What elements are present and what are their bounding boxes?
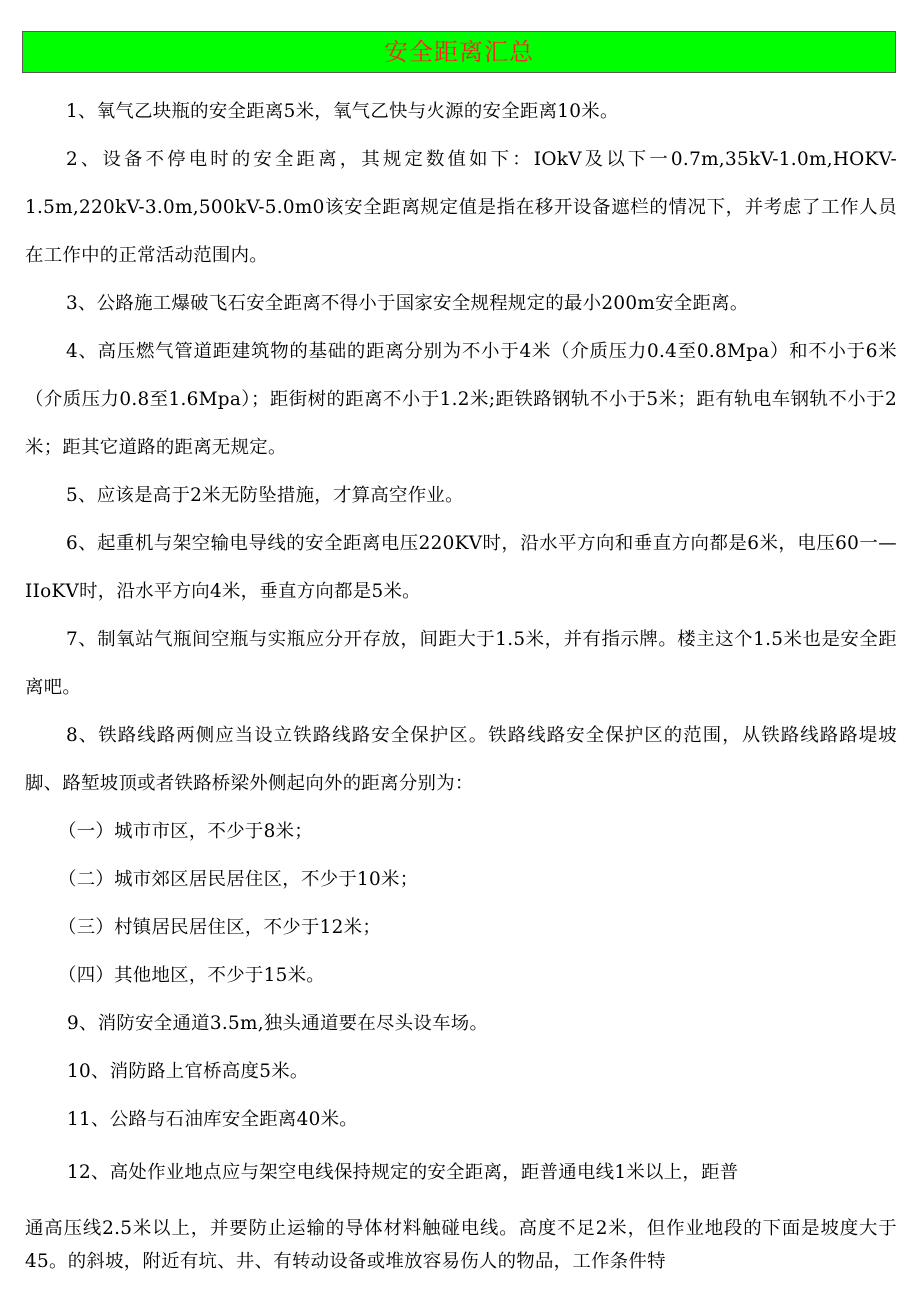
document-body [25,88,897,1278]
list-item: （一）城市市区，不少于8米； [58,821,313,842]
paragraph-12-first-line: 12、高处作业地点应与架空电线保持规定的安全距离，距普通电线1米以上，距普 [67,1162,739,1183]
paragraph-8: 8、铁路线路两侧应当设立铁路线路安全保护区。铁路线路安全保护区的范围，从铁路线路路堤坡脚、路堑坡顶或者铁路桥梁外侧起向外的距离分别为： [25,725,897,794]
paragraph-10: 10、消防路上官桥高度5米。 [67,1061,309,1082]
paragraph-6: 6、起重机与架空输电导线的安全距离电压220KV时，沿水平方向和垂直方向都是6米，电压60一—IIoKV时，沿水平方向4米，垂直方向都是5米。 [25,533,897,602]
paragraph-7: 7、制氧站气瓶间空瓶与实瓶应分开存放，间距大于1.5米，并有指示牌。楼主这个1.5米也是安全距离吧。 [25,629,897,698]
paragraph-2: 2、设备不停电时的安全距离，其规定数值如下：IOkV及以下一0.7m,35kV-1.0m,HOKV-1.5m,220kV-3.0m,500kV-5.0m0该安全距离规定值是指在移开设备遮栏的情况下，并考虑了工作人员在工作中的正常活动范围内。 [25,149,897,266]
paragraph-5: 5、应该是高于2米无防坠措施，才算高空作业。 [66,485,464,506]
paragraph-11: 11、公路与石油库安全距离40米。 [67,1109,358,1130]
list-item: （三）村镇居民居住区，不少于12米； [58,917,382,938]
paragraph-9: 9、消防安全通道3.5m,独头通道要在尽头设车场。 [67,1013,489,1034]
paragraph-3: 3、公路施工爆破飞石安全距离不得小于国家安全规程规定的最小200m安全距离。 [66,293,749,314]
paragraph-12-continued: 通高压线2.5米以上，并要防止运输的导体材料触碰电线。高度不足2米，但作业地段的下面是坡度大于45。的斜坡，附近有坑、井、有转动设备或堆放容易伤人的物品，工作条件特 [25,1218,897,1272]
list-item: （二）城市郊区居民居住区，不少于10米； [58,869,419,890]
paragraph-1: 1、氧气乙块瓶的安全距离5米，氧气乙快与火源的安全距离10米。 [66,101,619,122]
paragraph-4: 4、高压燃气管道距建筑物的基础的距离分别为不小于4米（介质压力0.4至0.8Mpa）和不小于6米（介质压力0.8至1.6Mpa）；距街树的距离不小于1.2米;距铁路钢轨不小于5米；距有轨电车钢轨不小于2米；距其它道路的距离无规定。 [25,341,897,458]
page-title: 安全距离汇总 [384,38,534,66]
list-item: （四）其他地区，不少于15米。 [58,965,325,986]
page-title-banner [22,31,896,73]
